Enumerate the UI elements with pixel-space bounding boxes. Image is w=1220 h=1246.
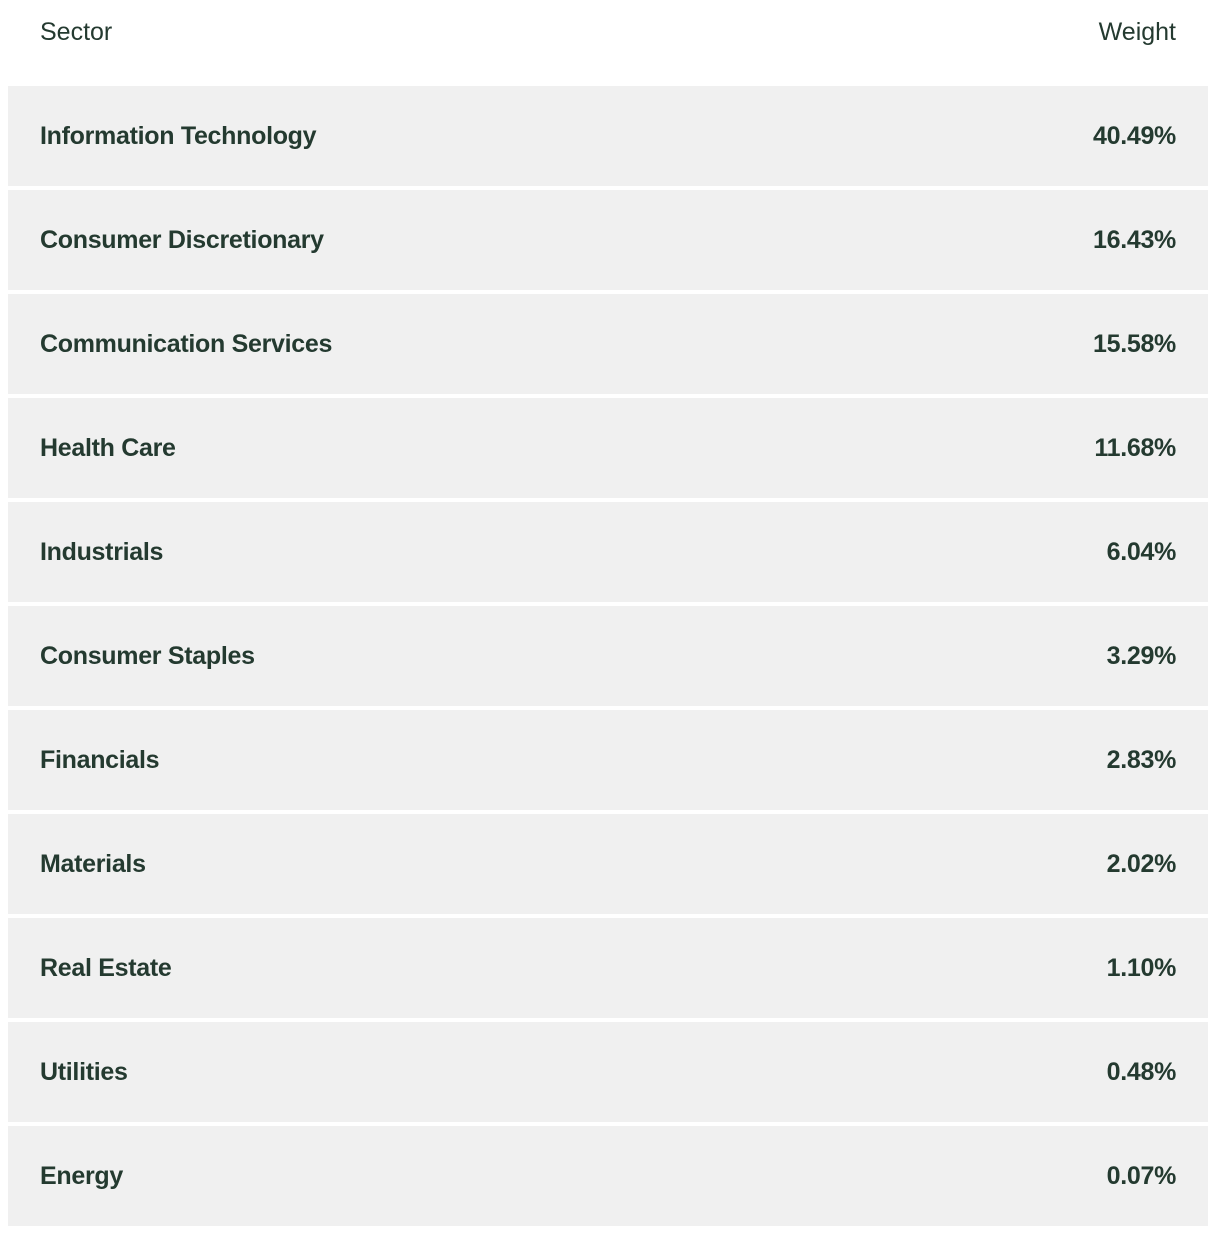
- sector-name: Communication Services: [40, 330, 333, 358]
- sector-name: Financials: [40, 746, 160, 774]
- sector-weight: 0.07%: [1106, 1162, 1176, 1190]
- sector-weight: 2.83%: [1106, 746, 1176, 774]
- sector-name: Consumer Staples: [40, 642, 255, 670]
- table-row: [8, 190, 1208, 290]
- table-row: [8, 398, 1208, 498]
- sector-weight: 3.29%: [1106, 642, 1176, 670]
- sector-name: Information Technology: [40, 122, 317, 150]
- sector-weight: 1.10%: [1106, 954, 1176, 982]
- sector-name: Industrials: [40, 538, 164, 566]
- table-row: [8, 1126, 1208, 1226]
- sector-name: Health Care: [40, 434, 176, 462]
- sector-weight: 6.04%: [1106, 538, 1176, 566]
- sector-name: Consumer Discretionary: [40, 226, 324, 254]
- table-row: [8, 502, 1208, 602]
- sector-weight: 2.02%: [1106, 850, 1176, 878]
- table-row: [8, 606, 1208, 706]
- sector-weight: 15.58%: [1093, 330, 1176, 358]
- column-header-sector: Sector: [40, 18, 113, 46]
- sector-weight: 0.48%: [1106, 1058, 1176, 1086]
- table-row: [8, 1022, 1208, 1122]
- sector-name: Energy: [40, 1162, 123, 1190]
- table-row: [8, 918, 1208, 1018]
- sector-weight: 16.43%: [1093, 226, 1176, 254]
- sector-weight: 40.49%: [1093, 122, 1176, 150]
- table-body: [8, 86, 1208, 1226]
- table-header: [0, 0, 1220, 86]
- table-row: [8, 86, 1208, 186]
- table-row: [8, 710, 1208, 810]
- sector-name: Utilities: [40, 1058, 128, 1086]
- sector-name: Real Estate: [40, 954, 172, 982]
- sector-name: Materials: [40, 850, 146, 878]
- column-header-weight: Weight: [1098, 18, 1176, 46]
- table-row: [8, 814, 1208, 914]
- table-row: [8, 294, 1208, 394]
- sector-weight: 11.68%: [1094, 434, 1176, 462]
